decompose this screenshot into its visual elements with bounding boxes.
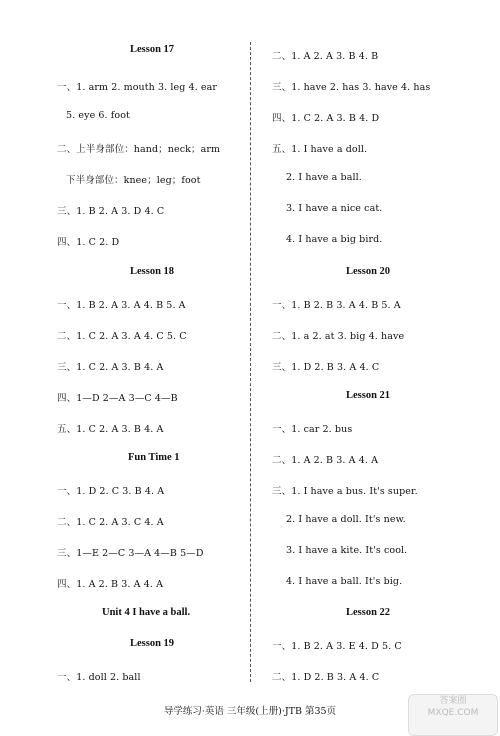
section-heading: Lesson 20: [346, 266, 391, 277]
watermark-logo: 答案圈 MXQE.COM: [408, 694, 498, 736]
section-heading: Lesson 19: [130, 638, 175, 649]
answer-line: 一、1. B 2. A 3. A 4. B 5. A: [57, 300, 186, 311]
answer-line: 四、1. A 2. B 3. A 4. A: [57, 579, 164, 590]
answer-line: 一、1. B 2. B 3. A 4. B 5. A: [272, 300, 401, 311]
answer-line: 2. I have a doll. It's new.: [286, 514, 406, 525]
answer-line: 五、1. I have a doll.: [272, 144, 368, 155]
answer-line: 三、1. I have a bus. It's super.: [272, 486, 418, 497]
answer-line: 3. I have a nice cat.: [286, 203, 383, 214]
answer-line: 二、1. C 2. A 3. A 4. C 5. C: [57, 331, 187, 342]
section-heading: Lesson 17: [130, 44, 175, 55]
answer-line: 二、1. a 2. at 3. big 4. have: [272, 331, 405, 342]
answer-line: 一、1. car 2. bus: [272, 424, 353, 435]
answer-line: 二、1. A 2. A 3. B 4. B: [272, 51, 379, 62]
answer-line: 四、1. C 2. A 3. B 4. D: [272, 113, 380, 124]
answer-line: 一、1. B 2. A 3. E 4. D 5. C: [272, 641, 402, 652]
answer-line: 下半身部位：knee；leg；foot: [66, 175, 201, 186]
answer-line: 四、1. C 2. D: [57, 237, 120, 248]
answer-line: 一、1. doll 2. ball: [57, 672, 141, 683]
column-divider: [250, 42, 251, 682]
answer-line: 四、1—D 2—A 3—C 4—B: [57, 393, 178, 404]
section-heading: Lesson 22: [346, 607, 391, 618]
section-heading: Unit 4 I have a ball.: [102, 607, 191, 618]
answer-line: 二、1. A 2. B 3. A 4. A: [272, 455, 379, 466]
answer-line: 5. eye 6. foot: [66, 110, 130, 121]
answer-line: 三、1. C 2. A 3. B 4. A: [57, 362, 164, 373]
page-footer: 导学练习·英语 三年级(上册)·JTB 第35页: [163, 706, 337, 717]
answer-line: 4. I have a ball. It's big.: [286, 576, 403, 587]
answer-line: 三、1—E 2—C 3—A 4—B 5—D: [57, 548, 204, 559]
answer-line: 2. I have a ball.: [286, 172, 362, 183]
answer-line: 二、上半身部位：hand；neck；arm: [57, 144, 221, 155]
section-heading: Lesson 21: [346, 390, 391, 401]
answer-line: 三、1. B 2. A 3. D 4. C: [57, 206, 165, 217]
answer-line: 3. I have a kite. It's cool.: [286, 545, 408, 556]
answer-line: 一、1. D 2. C 3. B 4. A: [57, 486, 165, 497]
answer-line: 五、1. C 2. A 3. B 4. A: [57, 424, 164, 435]
section-heading: Fun Time 1: [128, 452, 180, 463]
section-heading: Lesson 18: [130, 266, 175, 277]
answer-line: 一、1. arm 2. mouth 3. leg 4. ear: [57, 82, 218, 93]
answer-line: 三、1. have 2. has 3. have 4. has: [272, 82, 431, 93]
answer-line: 4. I have a big bird.: [286, 234, 383, 245]
answer-line: 三、1. D 2. B 3. A 4. C: [272, 362, 380, 373]
answer-line: 二、1. C 2. A 3. C 4. A: [57, 517, 164, 528]
answer-line: 二、1. D 2. B 3. A 4. C: [272, 672, 380, 683]
